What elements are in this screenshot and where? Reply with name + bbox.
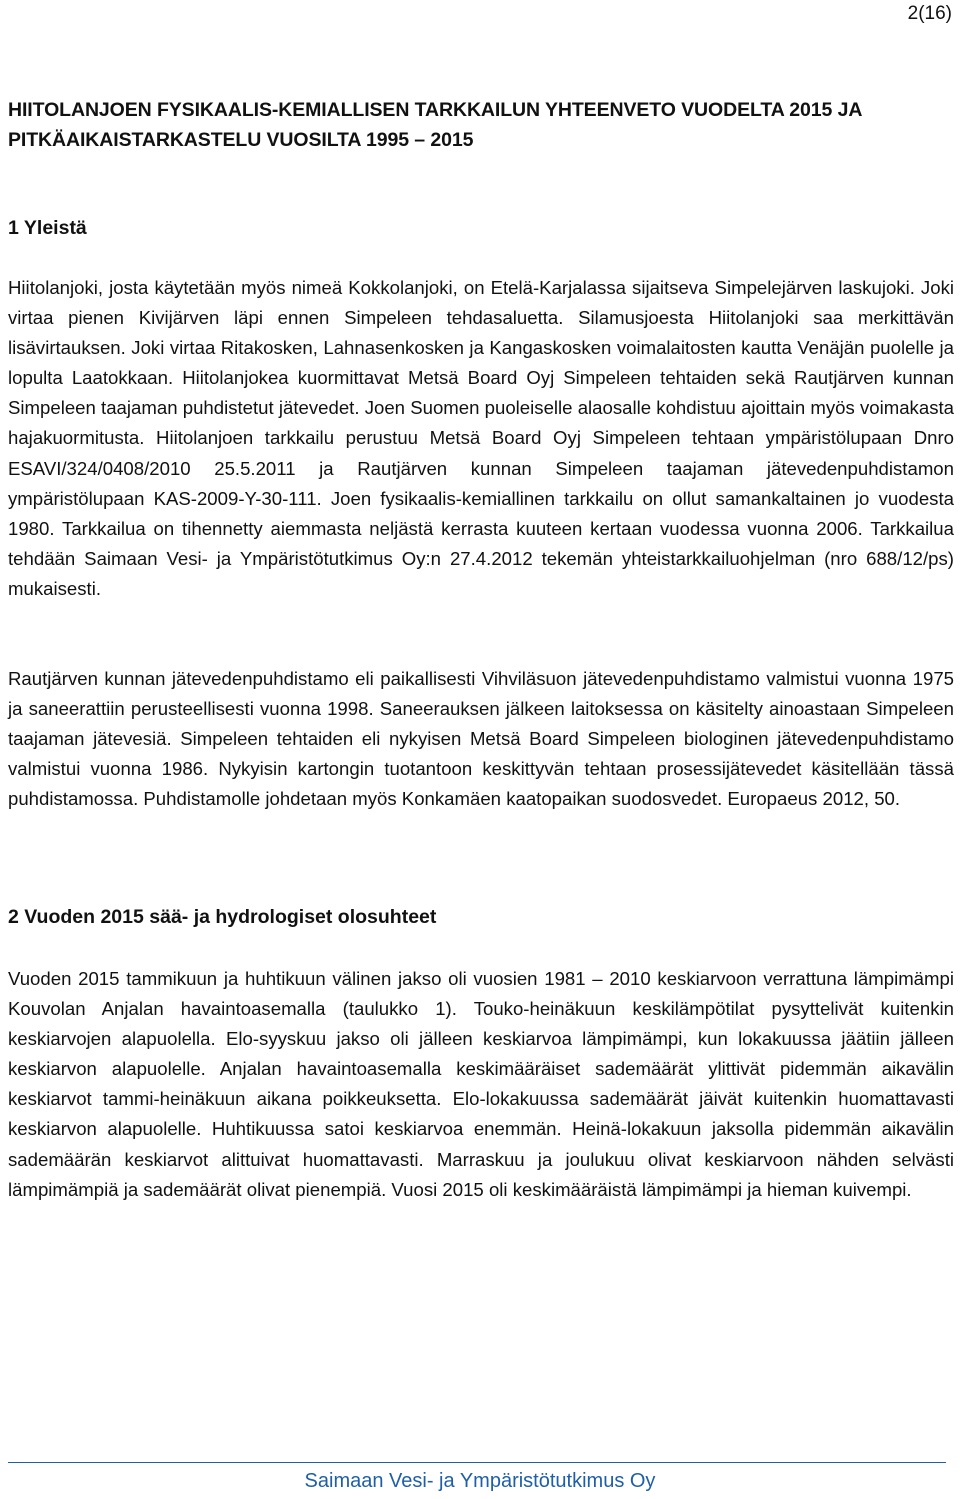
paragraph-general-2: Rautjärven kunnan jätevedenpuhdistamo eli paikallisesti Vihviläsuon jätevedenpuhdistamo valmistui vuonna 1975 ja saneerattiin perusteellisesti vuonna 1998. Saneerauksen jälkeen laitoksessa on käsitelty ainoastaan Simpeleen taajaman jätevesiä. Simpeleen tehtaiden eli nykyisen Metsä Board Simpeleen biologinen jätevedenpuhdistamo valmistui vuonna 1986. Nykyisin kartongin tuotantoon keskittyvän tehtaan prosessijätevedet käsitellään tässä puhdistamossa. Puhdistamolle johdetaan myös Konkamäen kaatopaikan suodosvedet. Europaeus 2012, 50. [8, 668, 954, 810]
footer-organization: Saimaan Vesi- ja Ympäristötutkimus Oy [304, 1470, 656, 1492]
paragraph-weather-1: Vuoden 2015 tammikuun ja huhtikuun välinen jakso oli vuosien 1981 – 2010 keskiarvoon verrattuna lämpimämpi Kouvolan Anjalan havaintoasemalla (taulukko 1). Touko-heinäkuun keskilämpötilat pysyttelivät kuitenkin keskiarvojen alapuolella. Elo-syyskuu jakso oli jälleen keskiarvoa lämpimämpi, kun lokakuussa jäätiin jälleen keskiarvon alapuolelle. Anjalan havaintoasemalla keskimääräiset sademäärät ylittivät pidemmän aikavälin keskiarvot tammi-heinäkuun aikana poikkeuksetta. Elo-lokakuussa sademäärät jäivät kuitenkin huomattavasti keskiarvon alapuolelle. Huhtikuussa satoi keskiarvoa enemmän. Heinä-lokakuun jaksolla pidemmän aikavälin sademäärän keskiarvot alittuivat huomattavasti. Marraskuu ja joulukuu olivat keskiarvoon nähden selvästi lämpimämpiä ja sademäärät olivat pienempiä. Vuosi 2015 oli keskimääräistä lämpimämpi ja hieman kuivempi. [8, 968, 954, 1200]
page-number: 2(16) [907, 3, 952, 24]
paragraph-general-1: Hiitolanjoki, josta käytetään myös nimeä Kokkolanjoki, on Etelä-Karjalassa sijaitseva Simpelejärven laskujoki. Joki virtaa pienen Kivijärven läpi ennen Simpeleen tehdasaluetta. Silamusjoesta Hiitolanjoki saa merkittävän lisävirtauksen. Joki virtaa Ritakosken, Lahnasenkosken ja Kangaskosken voimalaitosten kautta Venäjän puolelle ja lopulta Laatokkaan. Hiitolanjokea kuormittavat Metsä Board Oyj Simpeleen tehtaiden sekä Rautjärven kunnan Simpeleen taajaman puhdistetut jätevedet. Joen Suomen puoleiselle alaosalle kohdistuu ajoittain myös voimakasta hajakuormitusta. Hiitolanjoen tarkkailu perustuu Metsä Board Oyj Simpeleen tehtaan ympäristölupaan Dnro ESAVI/324/0408/2010 25.5.2011 ja Rautjärven kunnan Simpeleen taajaman jätevedenpuhdistamon ympäristölupaan KAS-2009-Y-30-111. Joen fysikaalis-kemiallinen tarkkailu on ollut samankaltainen jo vuodesta 1980. Tarkkailua on tihennetty aiemmasta neljästä kerrasta kuuteen kertaan vuodessa vuonna 2006. Tarkkailua tehdään Saimaan Vesi- ja Ympäristötutkimus Oy:n 27.4.2012 tekemän yhteistarkkailuohjelman (nro 688/12/ps) mukaisesti. [8, 277, 954, 599]
section-heading-general: 1 Yleistä [8, 217, 87, 239]
footer-divider [8, 1462, 946, 1463]
section-heading-weather-hydrology: 2 Vuoden 2015 sää- ja hydrologiset olosuhteet [8, 906, 437, 928]
document-title: HIITOLANJOEN FYSIKAALIS-KEMIALLISEN TARKKAILUN YHTEENVETO VUODELTA 2015 JA PITKÄAIKAISTARKASTELU VUOSILTA 1995 – 2015 [8, 99, 862, 151]
